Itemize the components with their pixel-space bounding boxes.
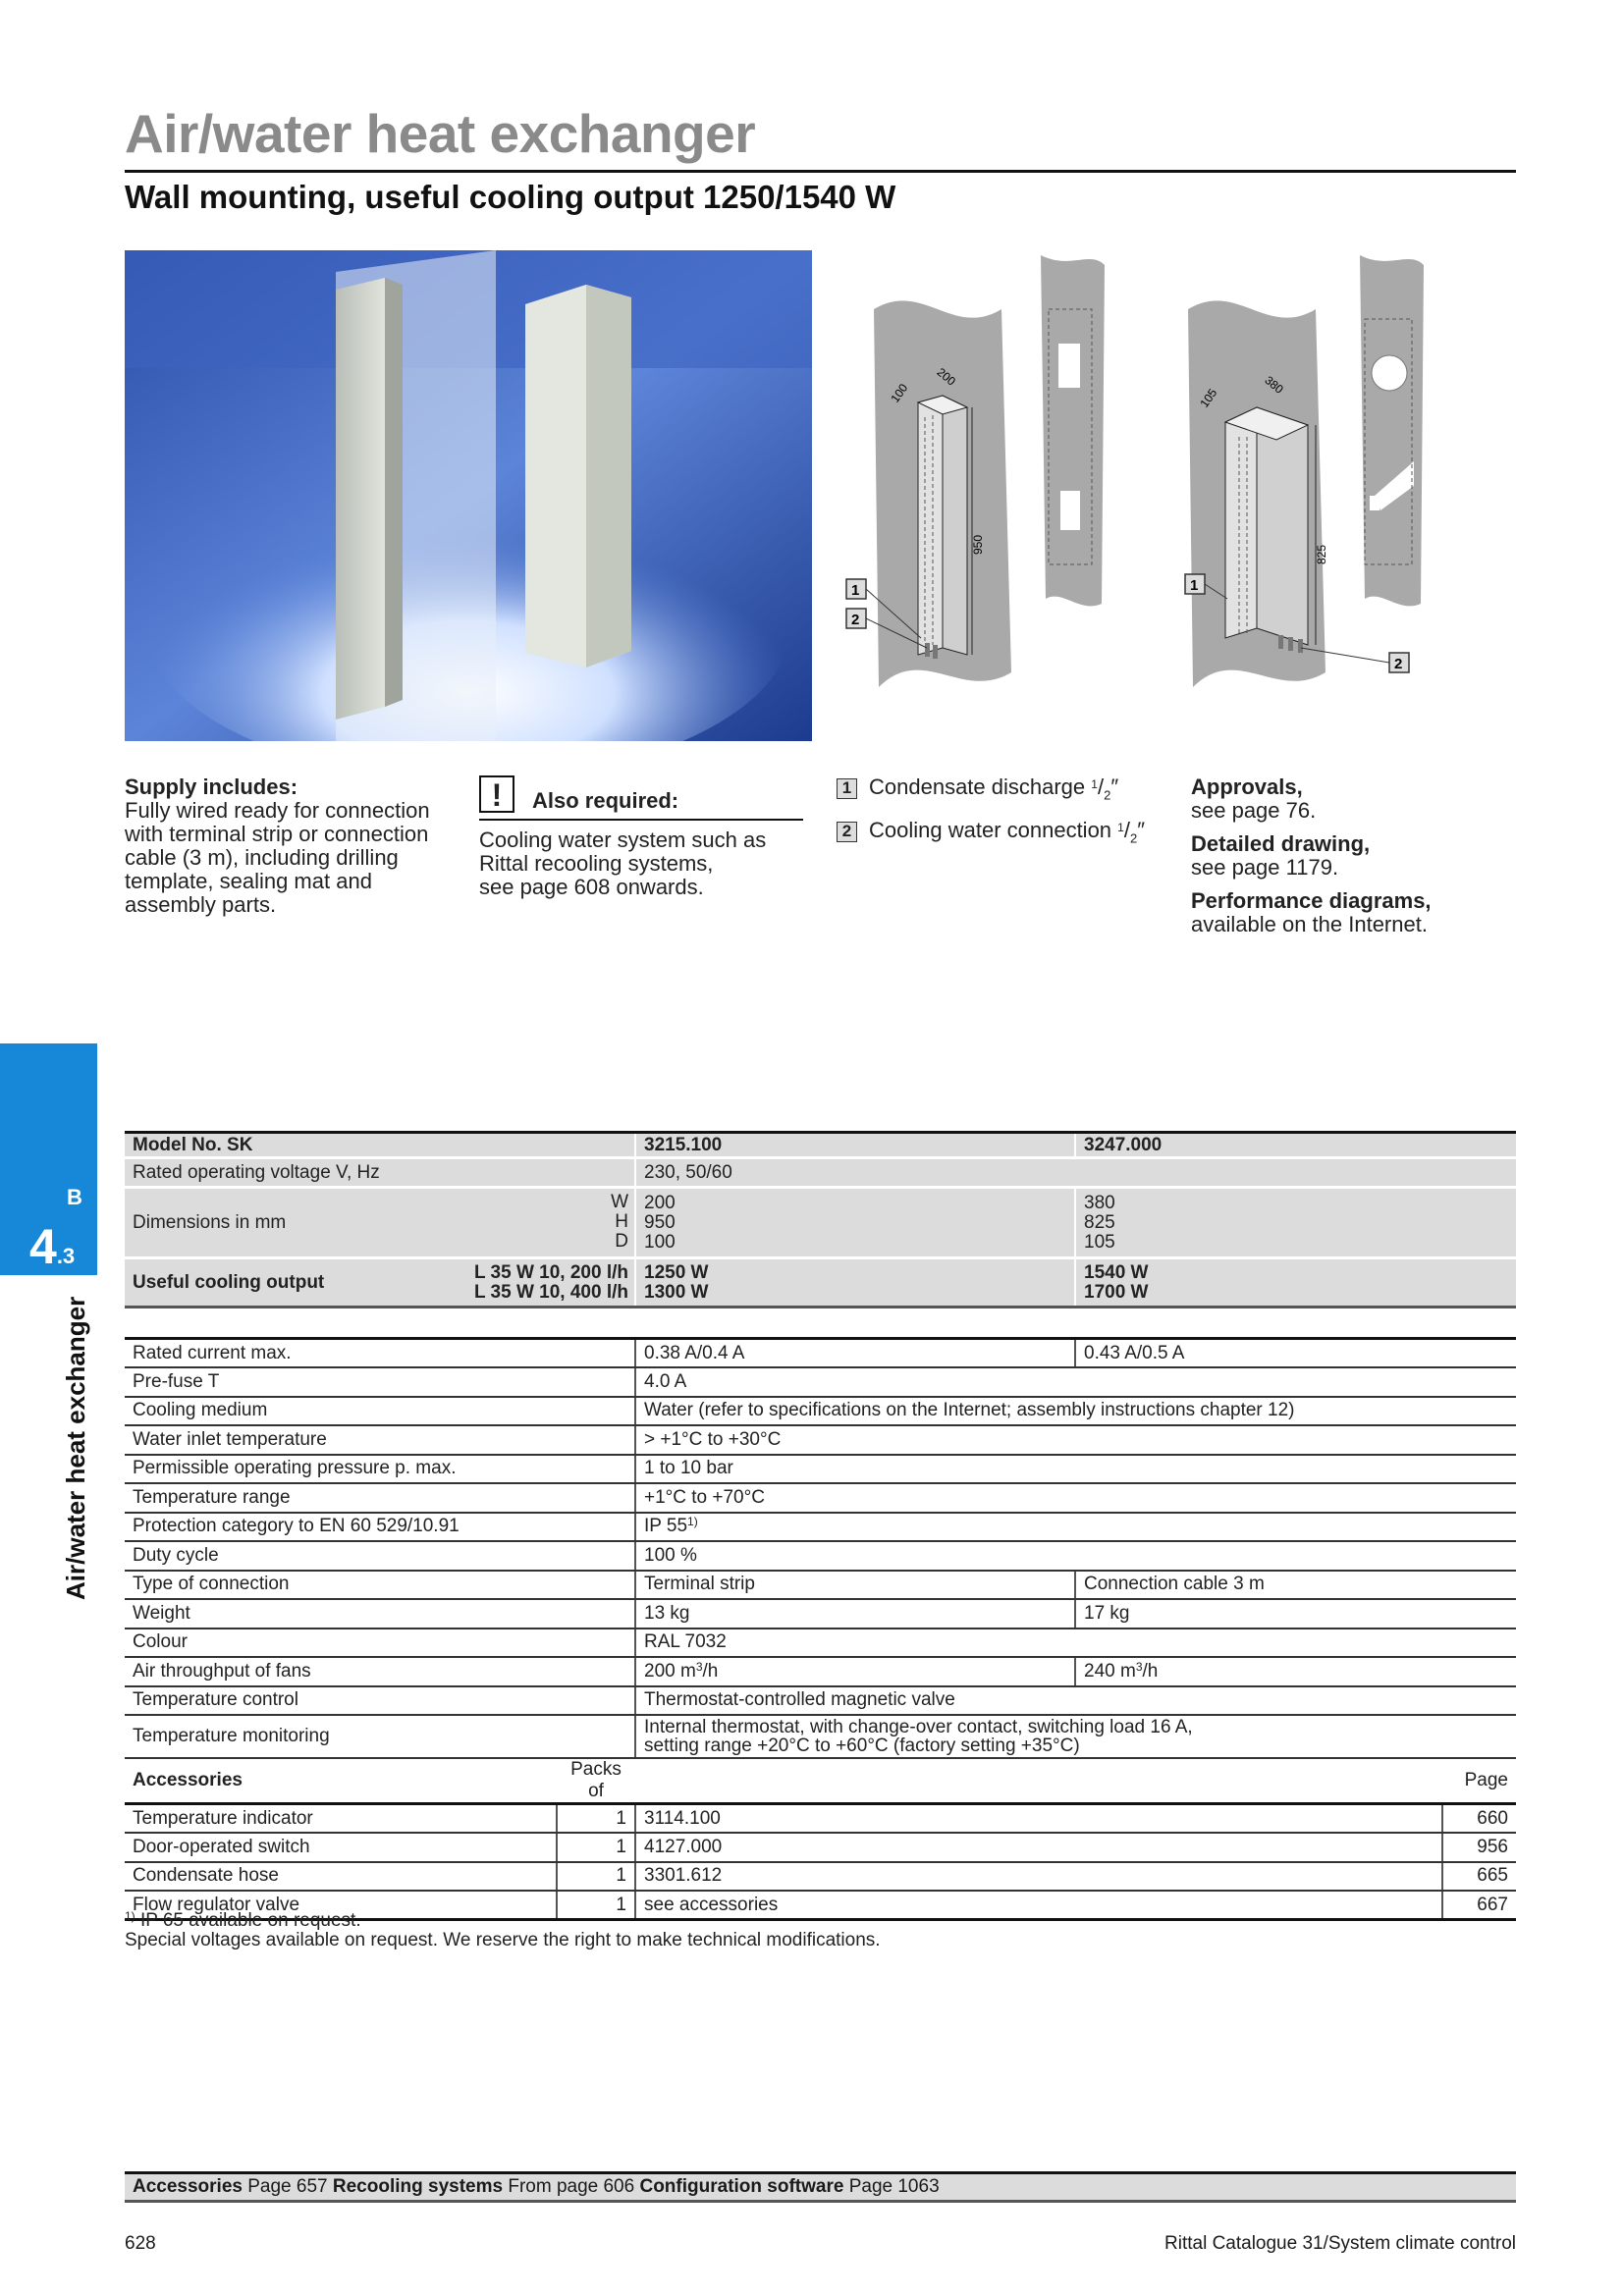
table-row bbox=[125, 1133, 1516, 1158]
footnote-line: Special voltages available on request. We reserve the right to make technical modifications. bbox=[125, 1930, 881, 1950]
spec-value: 0.43 A/0.5 A bbox=[1075, 1339, 1516, 1368]
supply-includes bbox=[125, 775, 449, 917]
spec-value: IP 55$^{1)}$ bbox=[635, 1513, 1516, 1542]
cooling-a: 1300 W bbox=[644, 1281, 709, 1303]
callout-label: 2 bbox=[851, 612, 860, 628]
cross-reference-bar bbox=[125, 2171, 1516, 2203]
table-row bbox=[125, 1258, 1516, 1308]
xref-accessories-page: Page 657 bbox=[242, 2176, 333, 2197]
accessory-number: see accessories bbox=[635, 1891, 1442, 1920]
legend-number: 2 bbox=[837, 822, 857, 842]
cooling-a: 1250 W bbox=[644, 1261, 709, 1283]
page-number: 628 bbox=[125, 2233, 156, 2254]
legend-text: Condensate discharge bbox=[869, 774, 1092, 799]
drawing-text: see page 1179. bbox=[1191, 855, 1339, 880]
spec-label: Type of connection bbox=[125, 1571, 635, 1600]
dim-label: 380 bbox=[1262, 373, 1286, 397]
accessories-header-row bbox=[125, 1758, 1516, 1804]
accessory-packs: 1 bbox=[557, 1804, 635, 1834]
accessory-name: Condensate hose bbox=[125, 1862, 557, 1892]
spec-value: RAL 7032 bbox=[635, 1629, 1516, 1658]
dim-label: 105 bbox=[1197, 386, 1220, 410]
approvals-block bbox=[1191, 775, 1515, 936]
spec-label: Temperature range bbox=[125, 1483, 635, 1513]
dim-label: 950 bbox=[971, 534, 985, 555]
spec-header-table bbox=[125, 1131, 1516, 1308]
dim-b: 825 bbox=[1084, 1211, 1115, 1233]
spec-label: Permissible operating pressure p. max. bbox=[125, 1455, 635, 1484]
page-subtitle: Wall mounting, useful cooling output 1250/1540 W bbox=[125, 179, 896, 215]
accessory-name: Temperature indicator bbox=[125, 1804, 557, 1834]
spec-label: Cooling medium bbox=[125, 1397, 635, 1426]
spec-value: +1°C to +70°C bbox=[635, 1483, 1516, 1513]
xref-software: Configuration software bbox=[639, 2176, 844, 2197]
table-row bbox=[125, 1397, 1516, 1426]
accessory-name: Flow regulator valve bbox=[125, 1891, 557, 1920]
supply-heading: Supply includes: bbox=[125, 774, 298, 799]
spec-value: 0.38 A/0.4 A bbox=[635, 1339, 1075, 1368]
product-photo bbox=[125, 250, 812, 741]
dim-a: 200 bbox=[644, 1192, 676, 1213]
spec-value: 13 kg bbox=[635, 1599, 1075, 1629]
footnote-ref: 1) bbox=[687, 1515, 698, 1529]
spec-value: 100 % bbox=[635, 1541, 1516, 1571]
also-line: see page 608 onwards. bbox=[479, 875, 704, 899]
cooling-label: Useful cooling output bbox=[133, 1271, 325, 1293]
fraction-numerator: 1 bbox=[1117, 821, 1124, 835]
spec-value: 240 $m^3/h$ bbox=[1075, 1657, 1516, 1686]
legend-number: 1 bbox=[837, 778, 857, 799]
footnote bbox=[125, 1911, 881, 1950]
table-row bbox=[125, 1657, 1516, 1686]
title-rule bbox=[125, 170, 1516, 173]
fraction-denominator: 2 bbox=[1104, 787, 1111, 803]
spec-label: Temperature monitoring bbox=[125, 1715, 635, 1758]
spec-value: 1 to 10 bar bbox=[635, 1455, 1516, 1484]
accessory-number: 4127.000 bbox=[635, 1833, 1442, 1862]
table-row bbox=[125, 1541, 1516, 1571]
chapter-vertical-title: Air/water heat exchanger bbox=[61, 1296, 90, 1600]
also-required bbox=[479, 775, 803, 899]
table-row bbox=[125, 1455, 1516, 1484]
table-row bbox=[125, 1804, 1516, 1834]
spec-label: Temperature control bbox=[125, 1686, 635, 1716]
table-row bbox=[125, 1629, 1516, 1658]
accessory-number: 3301.612 bbox=[635, 1862, 1442, 1892]
spec-label: Air throughput of fans bbox=[125, 1657, 635, 1686]
packs-heading: Packs of bbox=[557, 1758, 635, 1804]
wall-left bbox=[874, 255, 1105, 687]
model-b: 3247.000 bbox=[1075, 1133, 1516, 1158]
catalogue-footer: Rittal Catalogue 31/System climate control bbox=[1164, 2233, 1516, 2254]
accessory-packs: 1 bbox=[557, 1891, 635, 1920]
cooling-key: L 35 W 10, 400 l/h bbox=[473, 1282, 628, 1303]
spec-label: Weight bbox=[125, 1599, 635, 1629]
dim-label: 825 bbox=[1315, 544, 1328, 564]
spec-value: Terminal strip bbox=[635, 1571, 1075, 1600]
cooling-b: 1540 W bbox=[1084, 1261, 1149, 1283]
dimension-drawings bbox=[835, 250, 1522, 697]
table-row bbox=[125, 1862, 1516, 1892]
model-a: 3215.100 bbox=[635, 1133, 1075, 1158]
approvals-heading: Approvals, bbox=[1191, 774, 1303, 799]
dim-a: 950 bbox=[644, 1211, 676, 1233]
approvals-text: see page 76. bbox=[1191, 798, 1317, 823]
spec-value: Connection cable 3 m bbox=[1075, 1571, 1516, 1600]
table-row bbox=[125, 1715, 1516, 1758]
spec-value: 200 $m^3/h$ bbox=[635, 1657, 1075, 1686]
spec-label: Colour bbox=[125, 1629, 635, 1658]
cooling-key: L 35 W 10, 200 l/h bbox=[473, 1262, 628, 1283]
chapter-number bbox=[29, 1219, 76, 1281]
legend-item: 1 Condensate discharge $^1/_2''$ bbox=[837, 775, 1170, 807]
accessory-packs: 1 bbox=[557, 1833, 635, 1862]
drawing-legend bbox=[837, 775, 1170, 863]
legend-item: 2 Cooling water connection $^1/_2''$ bbox=[837, 819, 1170, 850]
page-heading: Page bbox=[1442, 1758, 1516, 1804]
callout-label: 2 bbox=[1394, 656, 1403, 672]
chapter-num-main: 4 bbox=[29, 1219, 57, 1274]
supply-line: Fully wired ready for connection bbox=[125, 798, 430, 823]
table-row bbox=[125, 1686, 1516, 1716]
accessory-name: Door-operated switch bbox=[125, 1833, 557, 1862]
accessory-page: 660 bbox=[1442, 1804, 1516, 1834]
spec-value: Internal thermostat, with change-over contact, switching load 16 A, setting range +20°C to +60°C (factory setting +35°C) bbox=[635, 1715, 1516, 1758]
voltage-value: 230, 50/60 bbox=[635, 1158, 1516, 1188]
page-title: Air/water heat exchanger bbox=[125, 103, 756, 164]
model-label: Model No. SK bbox=[125, 1133, 635, 1158]
legend-unit: ″ bbox=[1110, 774, 1119, 799]
footnote-text: IP 65 available on request. bbox=[135, 1910, 361, 1931]
dim-label: 100 bbox=[888, 381, 911, 405]
legend-unit: ″ bbox=[1137, 818, 1145, 843]
also-heading: Also required: bbox=[532, 788, 679, 813]
exclamation-icon: ! bbox=[479, 775, 514, 813]
cooling-b: 1700 W bbox=[1084, 1281, 1149, 1303]
drawing-heading: Detailed drawing, bbox=[1191, 831, 1371, 856]
dim-key: W bbox=[611, 1192, 628, 1212]
also-rule bbox=[479, 819, 803, 821]
dim-a: 100 bbox=[644, 1231, 676, 1253]
voltage-label: Rated operating voltage V, Hz bbox=[125, 1158, 635, 1188]
callout-label: 1 bbox=[1190, 577, 1199, 594]
table-row bbox=[125, 1599, 1516, 1629]
dimensions-label: Dimensions in mm bbox=[133, 1211, 287, 1233]
table-row bbox=[125, 1367, 1516, 1397]
accessory-page: 956 bbox=[1442, 1833, 1516, 1862]
table-row bbox=[125, 1833, 1516, 1862]
also-line: Rittal recooling systems, bbox=[479, 851, 714, 876]
dim-key: H bbox=[615, 1211, 628, 1232]
chapter-num-sub: .3 bbox=[56, 1244, 76, 1268]
accessory-page: 665 bbox=[1442, 1862, 1516, 1892]
table-row bbox=[125, 1425, 1516, 1455]
table-row bbox=[125, 1513, 1516, 1542]
spec-detail-table bbox=[125, 1337, 1516, 1921]
diagrams-heading: Performance diagrams, bbox=[1191, 888, 1432, 913]
table-row bbox=[125, 1571, 1516, 1600]
supply-line: assembly parts. bbox=[125, 892, 277, 917]
legend-text: Cooling water connection bbox=[869, 818, 1118, 843]
dim-label: 200 bbox=[934, 364, 958, 389]
spec-label: Water inlet temperature bbox=[125, 1425, 635, 1455]
table-row bbox=[125, 1339, 1516, 1368]
fraction-denominator: 2 bbox=[1129, 830, 1138, 846]
spec-label: Protection category to EN 60 529/10.91 bbox=[125, 1513, 635, 1542]
diagrams-text: available on the Internet. bbox=[1191, 912, 1428, 936]
chapter-letter: B bbox=[67, 1185, 82, 1209]
accessories-heading: Accessories bbox=[125, 1758, 557, 1804]
table-row bbox=[125, 1483, 1516, 1513]
accessory-packs: 1 bbox=[557, 1862, 635, 1892]
spec-value: Thermostat-controlled magnetic valve bbox=[635, 1686, 1516, 1716]
footnote-mark: 1) bbox=[125, 1909, 135, 1923]
accessory-number: 3114.100 bbox=[635, 1804, 1442, 1834]
spec-label: Rated current max. bbox=[125, 1339, 635, 1368]
table-row bbox=[125, 1158, 1516, 1188]
accessory-page: 667 bbox=[1442, 1891, 1516, 1920]
supply-line: template, sealing mat and bbox=[125, 869, 372, 893]
xref-recooling-page: From page 606 bbox=[503, 2176, 640, 2197]
also-line: Cooling water system such as bbox=[479, 828, 767, 852]
fraction-numerator: 1 bbox=[1091, 777, 1098, 791]
supply-line: with terminal strip or connection bbox=[125, 822, 429, 846]
dim-b: 105 bbox=[1084, 1231, 1115, 1253]
spec-label: Pre-fuse T bbox=[125, 1367, 635, 1397]
table-row bbox=[125, 1188, 1516, 1258]
xref-recooling: Recooling systems bbox=[332, 2176, 504, 2197]
spec-value: 17 kg bbox=[1075, 1599, 1516, 1629]
spec-value: > +1°C to +30°C bbox=[635, 1425, 1516, 1455]
supply-line: cable (3 m), including drilling bbox=[125, 845, 399, 870]
xref-accessories: Accessories bbox=[133, 2176, 243, 2197]
callout-label: 1 bbox=[851, 582, 860, 599]
spec-value: Water (refer to specifications on the Internet; assembly instructions chapter 12) bbox=[635, 1397, 1516, 1426]
xref-software-page: Page 1063 bbox=[843, 2176, 940, 2197]
spec-value: 4.0 A bbox=[635, 1367, 1516, 1397]
dim-b: 380 bbox=[1084, 1192, 1115, 1213]
dim-key: D bbox=[615, 1231, 628, 1252]
spec-label: Duty cycle bbox=[125, 1541, 635, 1571]
